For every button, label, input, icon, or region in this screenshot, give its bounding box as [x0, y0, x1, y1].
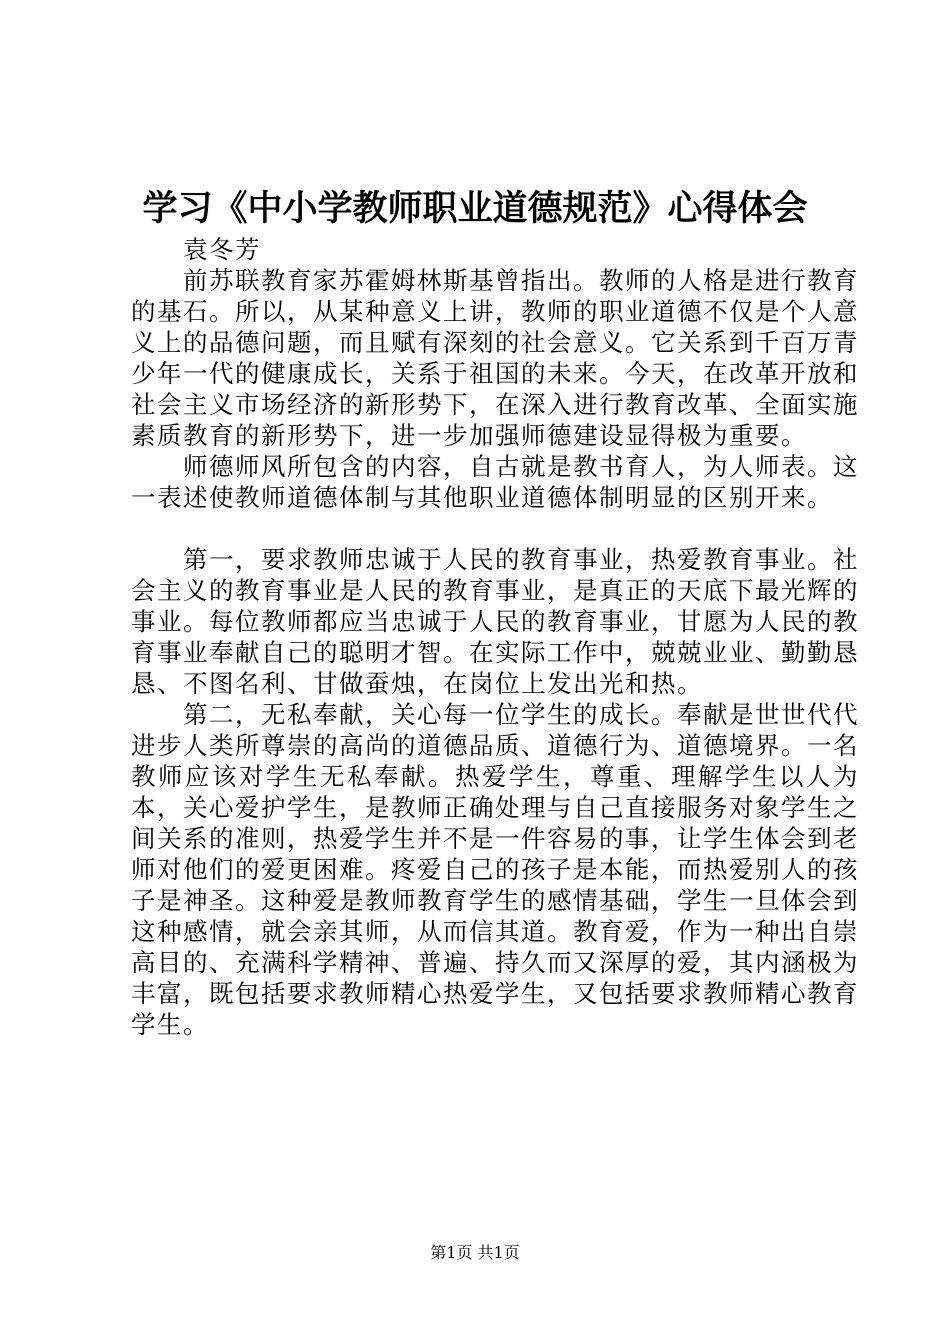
- document-body: [131, 234, 859, 1040]
- document-title: 学习《中小学教师职业道德规范》心得体会: [142, 189, 808, 229]
- page-footer: 第1页 共1页: [430, 1243, 520, 1262]
- paragraph-first-point: 第一，要求教师忠诚于人民的教育事业，热爱教育事业。社会主义的教育事业是人民的教育事业，是真正的天底下最光辉的事业。每位教师都应当忠诚于人民的教育事业，甘愿为人民的教育事业奉献自己的聪明才智。在实际工作中，兢兢业业、勤勤恳恳、不图名利、甘做蚕烛，在岗位上发出光和热。: [131, 545, 859, 698]
- author-name: 袁冬芳: [183, 235, 261, 264]
- paragraph-intro: 前苏联教育家苏霍姆林斯基曾指出。教师的人格是进行教育的基石。所以，从某种意义上讲，教师的职业道德不仅是个人意义上的品德问题，而且赋有深刻的社会意义。它关系到千百万青少年一代的健康成长，关系于祖国的未来。今天，在改革开放和社会主义市场经济的新形势下，在深入进行教育改革、全面实施素质教育的新形势下，进一步加强师德建设显得极为重要。: [131, 266, 859, 450]
- paragraph-spacer: [131, 513, 859, 544]
- paragraph-second-point: 第二，无私奉献，关心每一位学生的成长。奉献是世世代代进步人类所尊崇的高尚的道德品质、道德行为、道德境界。一名教师应该对学生无私奉献。热爱学生，尊重、理解学生以人为本，关心爱护学生，是教师正确处理与自己直接服务对象学生之间关系的准则，热爱学生并不是一件容易的事，让学生体会到老师对他们的爱更困难。疼爱自己的孩子是本能，而热爱别人的孩子是神圣。这种爱是教师教育学生的感情基础，学生一旦体会到这种感情，就会亲其师，从而信其道。教育爱，作为一种出自崇高目的、充满科学精神、普遍、持久而又深厚的爱，其内涵极为丰富，既包括要求教师精心热爱学生，又包括要求教师精心教育学生。: [131, 700, 859, 1039]
- paragraph-teacher-ethics: 师德师风所包含的内容，自古就是教书育人，为人师表。这一表述使教师道德体制与其他职业道德体制明显的区别开来。: [131, 452, 859, 512]
